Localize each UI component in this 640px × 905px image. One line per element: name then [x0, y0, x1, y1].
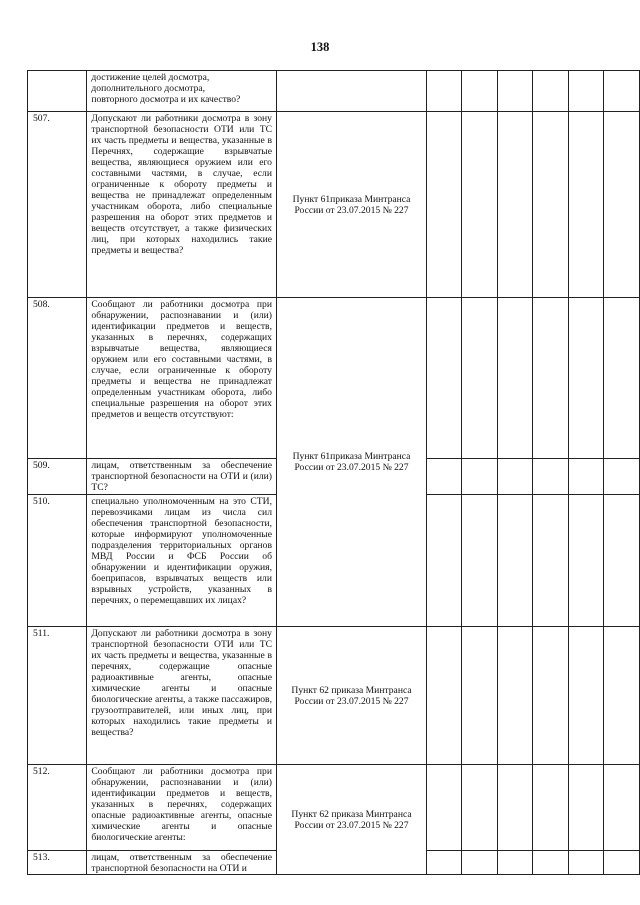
- table-row: [28, 112, 640, 298]
- answer-cell: [497, 112, 532, 298]
- answer-cell: [604, 459, 640, 495]
- question-cell: Сообщают ли работники досмотра при обнаружении, распознавании и (или) идентификации предметов и веществ, указанных в перечнях, содержащих опасные радиоактивные агенты, опасные химические агенты и опасные биологические агенты:: [87, 765, 277, 851]
- answer-cell: [427, 112, 462, 298]
- answer-cell: [427, 298, 462, 459]
- question-cell: лицам, ответственным за обеспечение транспортной безопасности на ОТИ и: [87, 851, 277, 875]
- answer-cell: [533, 71, 568, 112]
- answer-cell: [427, 627, 462, 765]
- answer-cell: [497, 627, 532, 765]
- checklist-table: [27, 70, 640, 875]
- answer-cell: [604, 71, 640, 112]
- answer-cell: [568, 495, 603, 627]
- question-cell: Сообщают ли работники досмотра при обнаружении, распознавании и (или) идентификации предметов и веществ, указанных в перечнях, содержащих взрывчатые вещества, являющиеся оружием или его составными частями, в случае, если ограниченные к обороту предметы и вещества не принадлежат определенным участникам оборота, либо специальные разрешения на оборот этих предметов и веществ отсутствуют:: [87, 298, 277, 459]
- answer-cell: [462, 112, 497, 298]
- reference-cell: Пункт 61приказа Минтранса России от 23.07.2015 № 227: [276, 298, 426, 627]
- answer-cell: [604, 627, 640, 765]
- answer-cell: [497, 851, 532, 875]
- answer-cell: [533, 495, 568, 627]
- answer-cell: [462, 765, 497, 851]
- question-cell: достижение целей досмотра, дополнительного досмотра, повторного досмотра и их качество?: [87, 71, 277, 112]
- row-number: 510.: [28, 495, 87, 627]
- reference-cell: [276, 71, 426, 112]
- row-number: 509.: [28, 459, 87, 495]
- row-number: 512.: [28, 765, 87, 851]
- answer-cell: [497, 459, 532, 495]
- answer-cell: [533, 851, 568, 875]
- answer-cell: [568, 298, 603, 459]
- row-number: 508.: [28, 298, 87, 459]
- row-number: 507.: [28, 112, 87, 298]
- question-cell: специально уполномоченным на это СТИ, перевозчиками лицам из числа сил обеспечения транспортной безопасности, которые информируют уполномоченные подразделения территориальных органов МВД России и ФСБ России об обнаружении и идентификации оружия, боеприпасов, взрывчатых веществ или взрывных устройств, указанных в перечнях, о перемещавших их лицах?: [87, 495, 277, 627]
- answer-cell: [497, 765, 532, 851]
- answer-cell: [462, 495, 497, 627]
- answer-cell: [533, 459, 568, 495]
- row-number: 513.: [28, 851, 87, 875]
- answer-cell: [604, 765, 640, 851]
- answer-cell: [568, 71, 603, 112]
- answer-cell: [427, 459, 462, 495]
- answer-cell: [568, 851, 603, 875]
- table-row: [28, 627, 640, 765]
- answer-cell: [533, 298, 568, 459]
- page-number: 138: [310, 40, 330, 54]
- answer-cell: [427, 851, 462, 875]
- row-number: [28, 71, 87, 112]
- table-row: [28, 298, 640, 459]
- reference-cell: Пункт 61приказа Минтранса России от 23.07.2015 № 227: [276, 112, 426, 298]
- answer-cell: [533, 765, 568, 851]
- question-cell: лицам, ответственным за обеспечение транспортной безопасности на ОТИ и (или) ТС?: [87, 459, 277, 495]
- answer-cell: [462, 459, 497, 495]
- answer-cell: [604, 495, 640, 627]
- answer-cell: [497, 298, 532, 459]
- answer-cell: [462, 627, 497, 765]
- answer-cell: [497, 71, 532, 112]
- answer-cell: [497, 495, 532, 627]
- answer-cell: [568, 459, 603, 495]
- answer-cell: [533, 627, 568, 765]
- answer-cell: [604, 112, 640, 298]
- answer-cell: [568, 765, 603, 851]
- table-row: [28, 71, 640, 112]
- answer-cell: [462, 71, 497, 112]
- answer-cell: [462, 298, 497, 459]
- table-row: [28, 765, 640, 851]
- answer-cell: [604, 851, 640, 875]
- reference-cell: Пункт 62 приказа Минтранса России от 23.07.2015 № 227: [276, 627, 426, 765]
- answer-cell: [462, 851, 497, 875]
- reference-cell: Пункт 62 приказа Минтранса России от 23.07.2015 № 227: [276, 765, 426, 875]
- question-cell: Допускают ли работники досмотра в зону транспортной безопасности ОТИ или ТС их часть предметы и вещества, указанные в Перечнях, содержащие взрывчатые вещества, являющиеся оружием или его составными частями, в случае, если ограниченные к обороту предметы и вещества не принадлежат определенным участникам оборота, либо специальные разрешения на оборот этих предметов и веществ отсутствует, а также физических лиц, при которых находились такие предметы и вещества?: [87, 112, 277, 298]
- row-number: 511.: [28, 627, 87, 765]
- answer-cell: [427, 71, 462, 112]
- question-cell: Допускают ли работники досмотра в зону транспортной безопасности ОТИ или ТС их часть предметы и вещества, указанные в перечнях, содержащие опасные радиоактивные агенты, опасные химические агенты и опасные биологические агенты, а также пассажиров, грузоотправителей, или иных лиц, при которых находились такие предметы и вещества?: [87, 627, 277, 765]
- answer-cell: [568, 627, 603, 765]
- answer-cell: [604, 298, 640, 459]
- answer-cell: [533, 112, 568, 298]
- answer-cell: [427, 765, 462, 851]
- answer-cell: [427, 495, 462, 627]
- answer-cell: [568, 112, 603, 298]
